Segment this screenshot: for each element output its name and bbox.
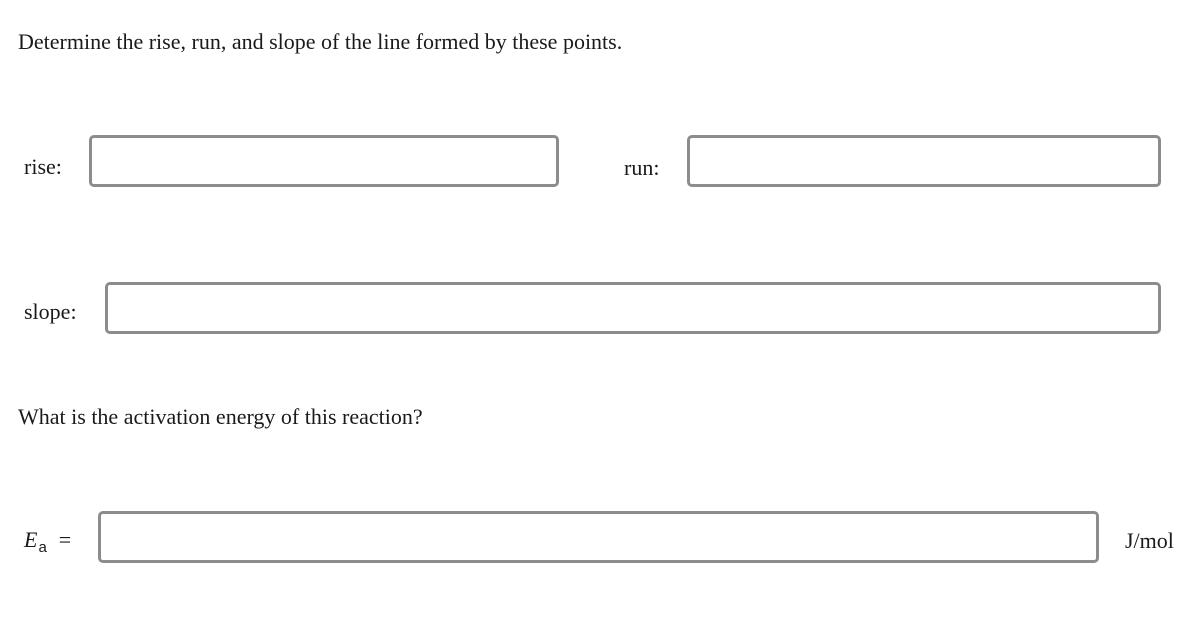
- activation-energy-symbol: [24, 527, 71, 556]
- unit-label: J/mol: [1125, 528, 1174, 553]
- slope-input[interactable]: [105, 282, 1161, 334]
- run-label: run:: [624, 155, 660, 180]
- ea-symbol-e: E: [24, 527, 38, 552]
- question-prompt-rise-run-slope: Determine the rise, run, and slope of the line formed by these points.: [18, 29, 623, 54]
- slope-label: slope:: [24, 299, 77, 324]
- rise-label: rise:: [24, 154, 62, 179]
- ea-symbol-subscript: a: [38, 539, 47, 556]
- equals-sign: =: [58, 527, 72, 552]
- run-input[interactable]: [687, 135, 1161, 187]
- question-prompt-activation-energy: What is the activation energy of this reaction?: [18, 404, 423, 429]
- rise-input[interactable]: [89, 135, 559, 187]
- activation-energy-input[interactable]: [98, 511, 1099, 563]
